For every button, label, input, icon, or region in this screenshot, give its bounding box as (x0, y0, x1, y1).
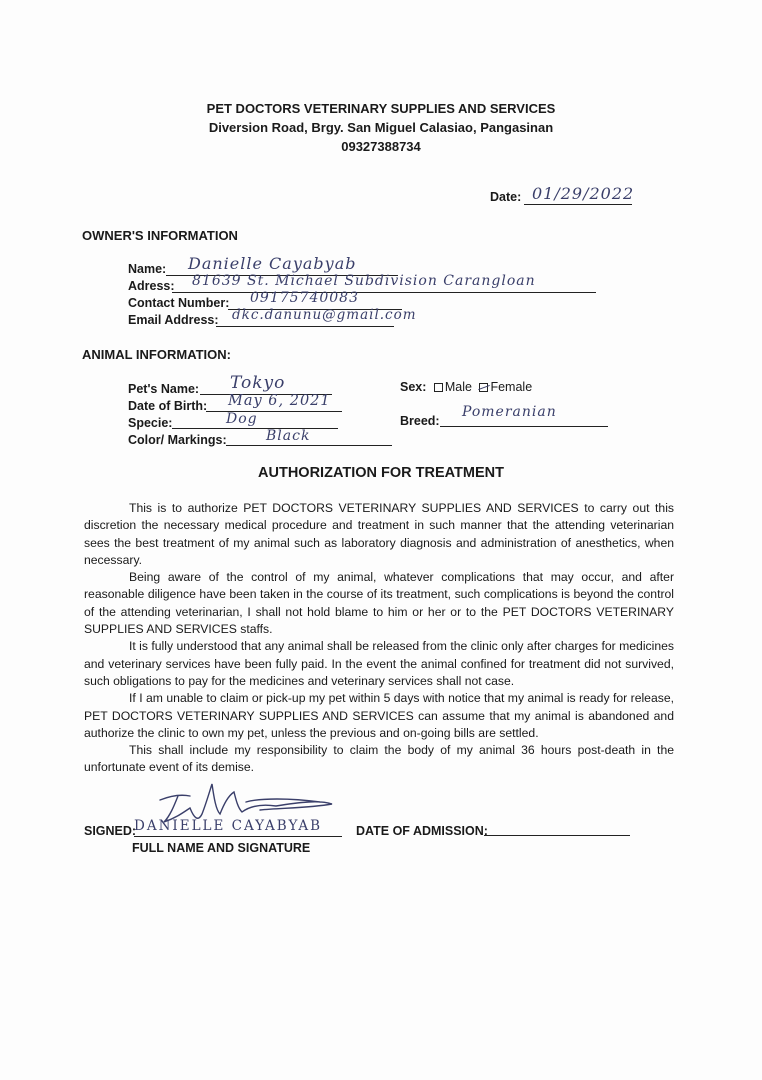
specie-label: Specie: (128, 416, 173, 430)
date-label: Date: (490, 190, 522, 204)
owner-address-value[interactable]: 81639 St. Michael Subdivision Carangloan (192, 273, 536, 289)
color-line (226, 445, 392, 446)
sex-female-checkbox[interactable] (479, 383, 488, 392)
owner-address-label: Adress: (128, 279, 175, 293)
authorization-paragraph-2: Being aware of the control of my animal, whatever complications that may occur, and after reasonable diligence have been taken in the course of its treatment, such complications is beyond the control of the attending veterinarian, I shall not hold blame to him or her or to the PET DOCTORS VETERINARY SUPPLIES AND SERVICES staffs. (84, 570, 674, 637)
business-phone: 09327388734 (341, 139, 421, 154)
business-address: Diversion Road, Brgy. San Miguel Calasiao, Pangasinan (208, 120, 554, 135)
breed-value[interactable]: Pomeranian (462, 404, 557, 420)
owner-email-label: Email Address: (128, 313, 219, 327)
admission-line (484, 835, 630, 836)
authorization-paragraph-5: This shall include my responsibility to claim the body of my animal 36 hours post-death in the unfortunate event of its demise. (84, 743, 674, 775)
specie-value[interactable]: Dog (226, 411, 258, 427)
pet-name-value[interactable]: Tokyo (230, 373, 286, 393)
owner-section-title: OWNER'S INFORMATION (82, 228, 238, 243)
sex-male-label: Male (444, 380, 472, 394)
authorization-paragraph-1: This is to authorize PET DOCTORS VETERINARY SUPPLIES AND SERVICES to carry out this discretion the necessary medical procedure and treatment in such manner that the attending veterinarian sees the best treatment of my animal such as laboratory diagnosis and administration of anesthetics, when necessary. (84, 501, 674, 567)
owner-name-label: Name: (128, 262, 167, 276)
owner-address-line (172, 292, 596, 293)
business-name: PET DOCTORS VETERINARY SUPPLIES AND SERVICES (206, 101, 556, 116)
owner-email-value[interactable]: dkc.danunu@gmail.com (232, 307, 417, 323)
authorization-body (84, 500, 674, 777)
date-line (524, 204, 632, 205)
color-label: Color/ Markings: (128, 433, 227, 447)
owner-contact-value[interactable]: 09175740083 (250, 290, 359, 306)
signature-caption: FULL NAME AND SIGNATURE (132, 841, 311, 855)
authorization-paragraph-3: It is fully understood that any animal shall be released from the clinic only after charges for medicines and veterinary services have been fully paid. In the event the animal confined for treatment did not survived, such obligations to pay for the medicines and veterinary services shall not case. (84, 639, 674, 688)
admission-label: DATE OF ADMISSION: (356, 824, 488, 838)
sex-male-checkbox[interactable] (434, 383, 443, 392)
signed-line (134, 836, 342, 837)
sex-female-label: Female (490, 380, 533, 394)
authorization-paragraph-4: If I am unable to claim or pick-up my pet within 5 days with notice that my animal is ready for release, PET DOCTORS VETERINARY SUPPLIES AND SERVICES can assume that my animal is abandoned and authorize the clinic to own my pet, unless the previous and on-going bills are settled. (84, 691, 674, 740)
sex-field (400, 380, 532, 394)
breed-label: Breed: (400, 414, 440, 428)
pet-name-label: Pet's Name: (128, 382, 200, 396)
owner-contact-label: Contact Number: (128, 296, 230, 310)
animal-section-title: ANIMAL INFORMATION: (82, 347, 231, 362)
sex-label: Sex: (400, 380, 427, 394)
dob-value[interactable]: May 6, 2021 (228, 393, 331, 409)
owner-email-line (216, 326, 394, 327)
authorization-title: AUTHORIZATION FOR TREATMENT (258, 465, 504, 481)
color-value[interactable]: Black (266, 428, 311, 444)
signed-label: SIGNED: (84, 824, 137, 838)
breed-line (440, 426, 608, 427)
dob-label: Date of Birth: (128, 399, 208, 413)
signed-name-value[interactable]: DANIELLE CAYABYAB (134, 818, 323, 834)
specie-line (172, 428, 338, 429)
owner-name-value[interactable]: Danielle Cayabyab (188, 254, 357, 273)
date-value[interactable]: 01/29/2022 (532, 184, 635, 203)
